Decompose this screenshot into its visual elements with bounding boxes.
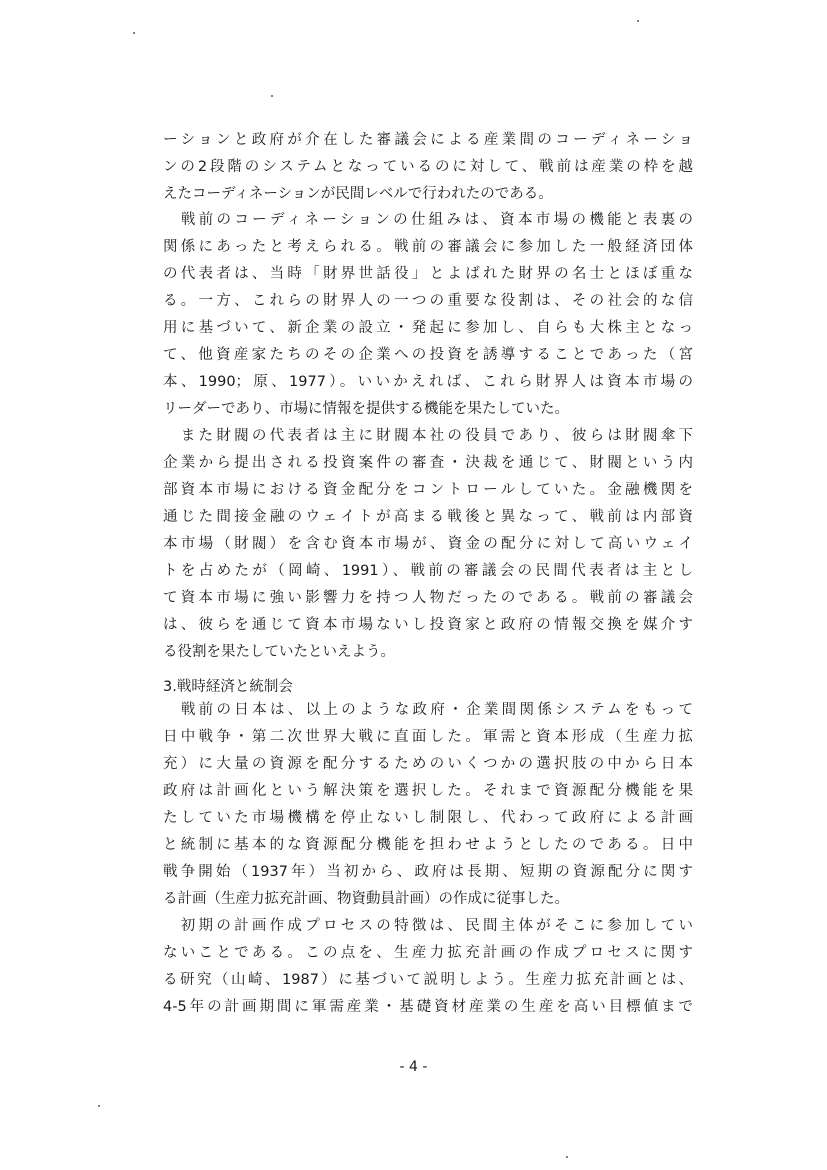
- scan-speck: [566, 1156, 568, 1158]
- scan-speck: [271, 95, 273, 97]
- text-line: 政府は計画化という解決策を選択した。それまで資源配分機能を果: [163, 783, 693, 799]
- section-heading: 3.戦時経済と統制会: [163, 679, 293, 695]
- text-line: る。一方、これらの財界人の一つの重要な役割は、その社会的な信: [163, 293, 693, 309]
- text-line: る研究（山崎、1987）に基づいて説明しよう。生産力拡充計画とは、: [163, 972, 693, 988]
- scan-speck: [133, 32, 135, 34]
- text-line: 戦争開始（1937年）当初から、政府は長期、短期の資源配分に関す: [163, 864, 693, 880]
- text-line: 戦前のコーディネーションの仕組みは、資本市場の機能と表裏の: [163, 212, 693, 228]
- text-line: ンの2段階のシステムとなっているのに対して、戦前は産業の枠を越: [163, 159, 693, 175]
- text-line: 用に基づいて、新企業の設立・発起に参加し、自らも大株主となっ: [163, 320, 693, 336]
- text-line: 戦前の日本は、以上のような政府・企業間関係システムをもって: [163, 702, 693, 718]
- text-line: の代表者は、当時「財界世話役」とよばれた財界の名士とほぼ重な: [163, 266, 693, 282]
- text-line: 企業から提出される投資案件の審査・決裁を通じて、財閥という内: [163, 455, 693, 471]
- text-line: と統制に基本的な資源配分機能を担わせようとしたのである。日中: [163, 837, 693, 853]
- text-line: 関係にあったと考えられる。戦前の審議会に参加した一般経済団体: [163, 239, 693, 255]
- scan-speck: [637, 20, 639, 22]
- text-line: 日中戦争・第二次世界大戦に直面した。軍需と資本形成（生産力拡: [163, 729, 693, 745]
- text-line: 充）に大量の資源を配分するためのいくつかの選択肢の中から日本: [163, 756, 693, 772]
- text-line: リーダーであり、市場に情報を提供する機能を果たしていた。: [163, 401, 569, 417]
- text-line: ないことである。この点を、生産力拡充計画の作成プロセスに関す: [163, 945, 693, 961]
- text-line: て資本市場に強い影響力を持つ人物だったのである。戦前の審議会: [163, 590, 693, 606]
- text-line: たしていた市場機構を停止ないし制限し、代わって政府による計画: [163, 810, 693, 826]
- text-line: えたコーディネーションが民間レベルで行われたのである。: [163, 186, 553, 202]
- page-number: - 4 -: [399, 1059, 428, 1075]
- text-line: る計画（生産力拡充計画、物資動員計画）の作成に従事した。: [163, 891, 569, 907]
- text-line: ーションと政府が介在した審議会による産業間のコーディネーショ: [163, 132, 693, 148]
- text-line: トを占めたが（岡崎、1991）、戦前の審議会の民間代表者は主とし: [163, 563, 693, 579]
- text-line: て、他資産家たちのその企業への投資を誘導することであった（宮: [163, 347, 693, 363]
- scan-speck: [98, 1105, 100, 1107]
- text-line: 本市場（財閥）を含む資本市場が、資金の配分に対して高いウェイ: [163, 536, 693, 552]
- text-line: また財閥の代表者は主に財閥本社の役員であり、彼らは財閥傘下: [163, 428, 693, 444]
- text-line: 通じた間接金融のウェイトが高まる戦後と異なって、戦前は内部資: [163, 509, 693, 525]
- text-line: る役割を果たしていたといえよう。: [163, 644, 395, 660]
- text-line: 本、1990；原、1977）。いいかえれば、これら財界人は資本市場の: [163, 374, 693, 390]
- text-line: は、彼らを通じて資本市場ないし投資家と政府の情報交換を媒介す: [163, 617, 693, 633]
- text-line: 4-5年の計画期間に軍需産業・基礎資材産業の生産を高い目標値まで: [163, 999, 693, 1015]
- text-line: 初期の計画作成プロセスの特徴は、民間主体がそこに参加してい: [163, 918, 693, 934]
- text-line: 部資本市場における資金配分をコントロールしていた。金融機関を: [163, 482, 693, 498]
